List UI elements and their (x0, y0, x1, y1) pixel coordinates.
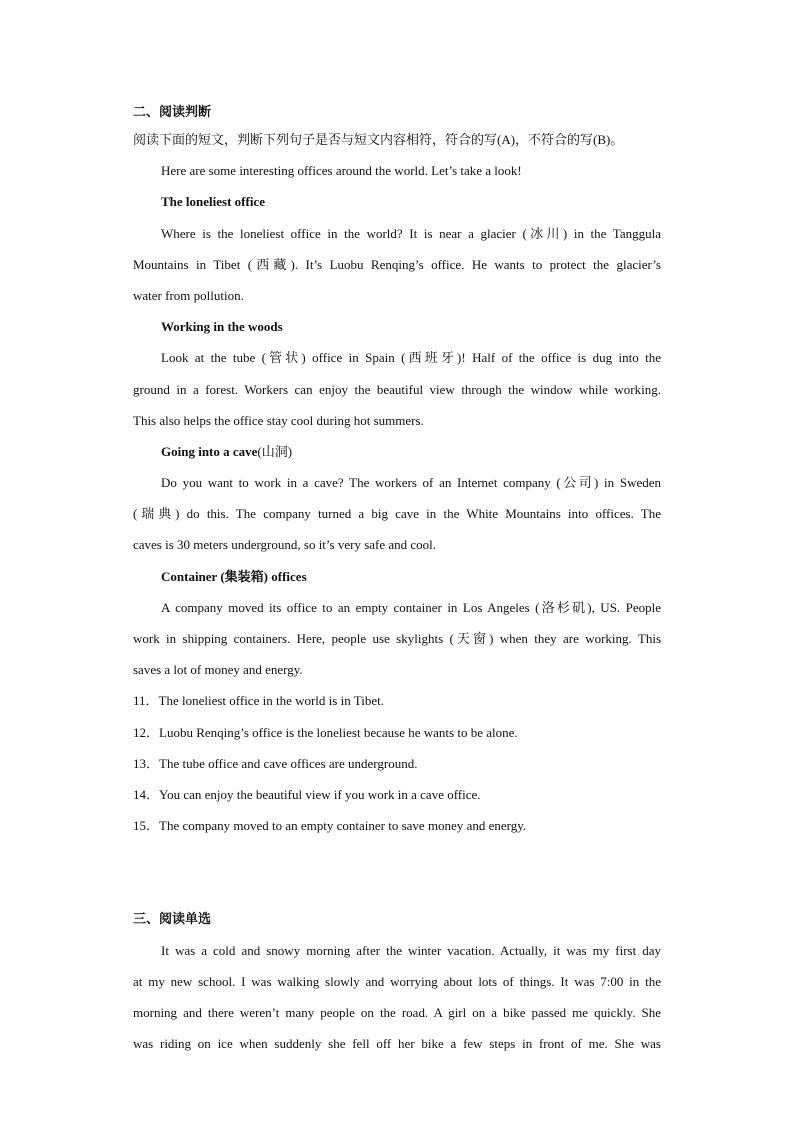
part-heading-text: Going into a cave (161, 443, 258, 459)
section-gap (133, 841, 661, 903)
passage-line: Where is the loneliest office in the world? It is near a glacier (冰川) in the Tanggula (161, 225, 661, 241)
passage-line: Do you want to work in a cave? The workers of an Internet company (公司) in Sweden (161, 475, 661, 491)
question-12: 12．Luobu Renqing’s office is the loneliest because he wants to be alone. (133, 724, 518, 740)
part-heading-container-offices: Container (集装箱) offices (161, 568, 307, 584)
passage-line: Look at the tube (管状) office in Spain (西班牙)! Half of the office is dug into the (161, 350, 661, 366)
passage-line: work in shipping containers. Here, people use skylights (天窗) when they are working. This (133, 631, 661, 646)
question-13: 13．The tube office and cave offices are underground. (133, 755, 418, 771)
section-2-title: 二、阅读判断 (133, 104, 212, 119)
part-heading-going-into-cave (133, 436, 661, 467)
section-3-title: 三、阅读单选 (133, 911, 212, 927)
part-heading-working-in-woods: Working in the woods (161, 319, 283, 335)
passage-intro: Here are some interesting offices around the world. Let’s take a look! (161, 163, 522, 179)
question-15: 15．The company moved to an empty container to save money and energy. (133, 818, 527, 834)
question-11: 11．The loneliest office in the world is in Tibet. (133, 693, 384, 709)
passage-line: saves a lot of money and energy. (133, 662, 303, 678)
passage-line: ground in a forest. Workers can enjoy the beautiful view through the window while working. (133, 381, 661, 397)
part-heading-loneliest-office: The loneliest office (161, 194, 265, 210)
section-2-instruction: 阅读下面的短文，判断下列句子是否与短文内容相符，符合的写(A)，不符合的写(B)。 (133, 132, 624, 147)
passage-line: at my new school. I was walking slowly and worrying about lots of things. It was 7:00 in the (133, 973, 661, 989)
passage-line: (瑞典) do this. The company turned a big cave in the White Mountains into offices. The (133, 506, 661, 522)
passage-line: caves is 30 meters underground, so it’s very safe and cool. (133, 537, 437, 553)
passage-line: This also helps the office stay cool during hot summers. (133, 412, 424, 428)
question-14: 14．You can enjoy the beautiful view if you work in a cave office. (133, 786, 481, 802)
part-heading-gloss: (山洞) (257, 443, 293, 459)
passage-line: water from pollution. (133, 287, 244, 303)
document-page (133, 100, 661, 1059)
passage-line: A company moved its office to an empty container in Los Angeles (洛杉矶), US. People (161, 599, 661, 615)
passage-line: was riding on ice when suddenly she fell off her bike a few steps in front of me. She was (133, 1036, 661, 1052)
passage-line: Mountains in Tibet (西藏). It’s Luobu Renqing’s office. He wants to protect the glacier’s (133, 256, 661, 272)
passage-line: It was a cold and snowy morning after the winter vacation. Actually, it was my first day (161, 942, 661, 958)
passage-line: morning and there weren’t many people on the road. A girl on a bike passed me quickly. She (133, 1004, 661, 1020)
